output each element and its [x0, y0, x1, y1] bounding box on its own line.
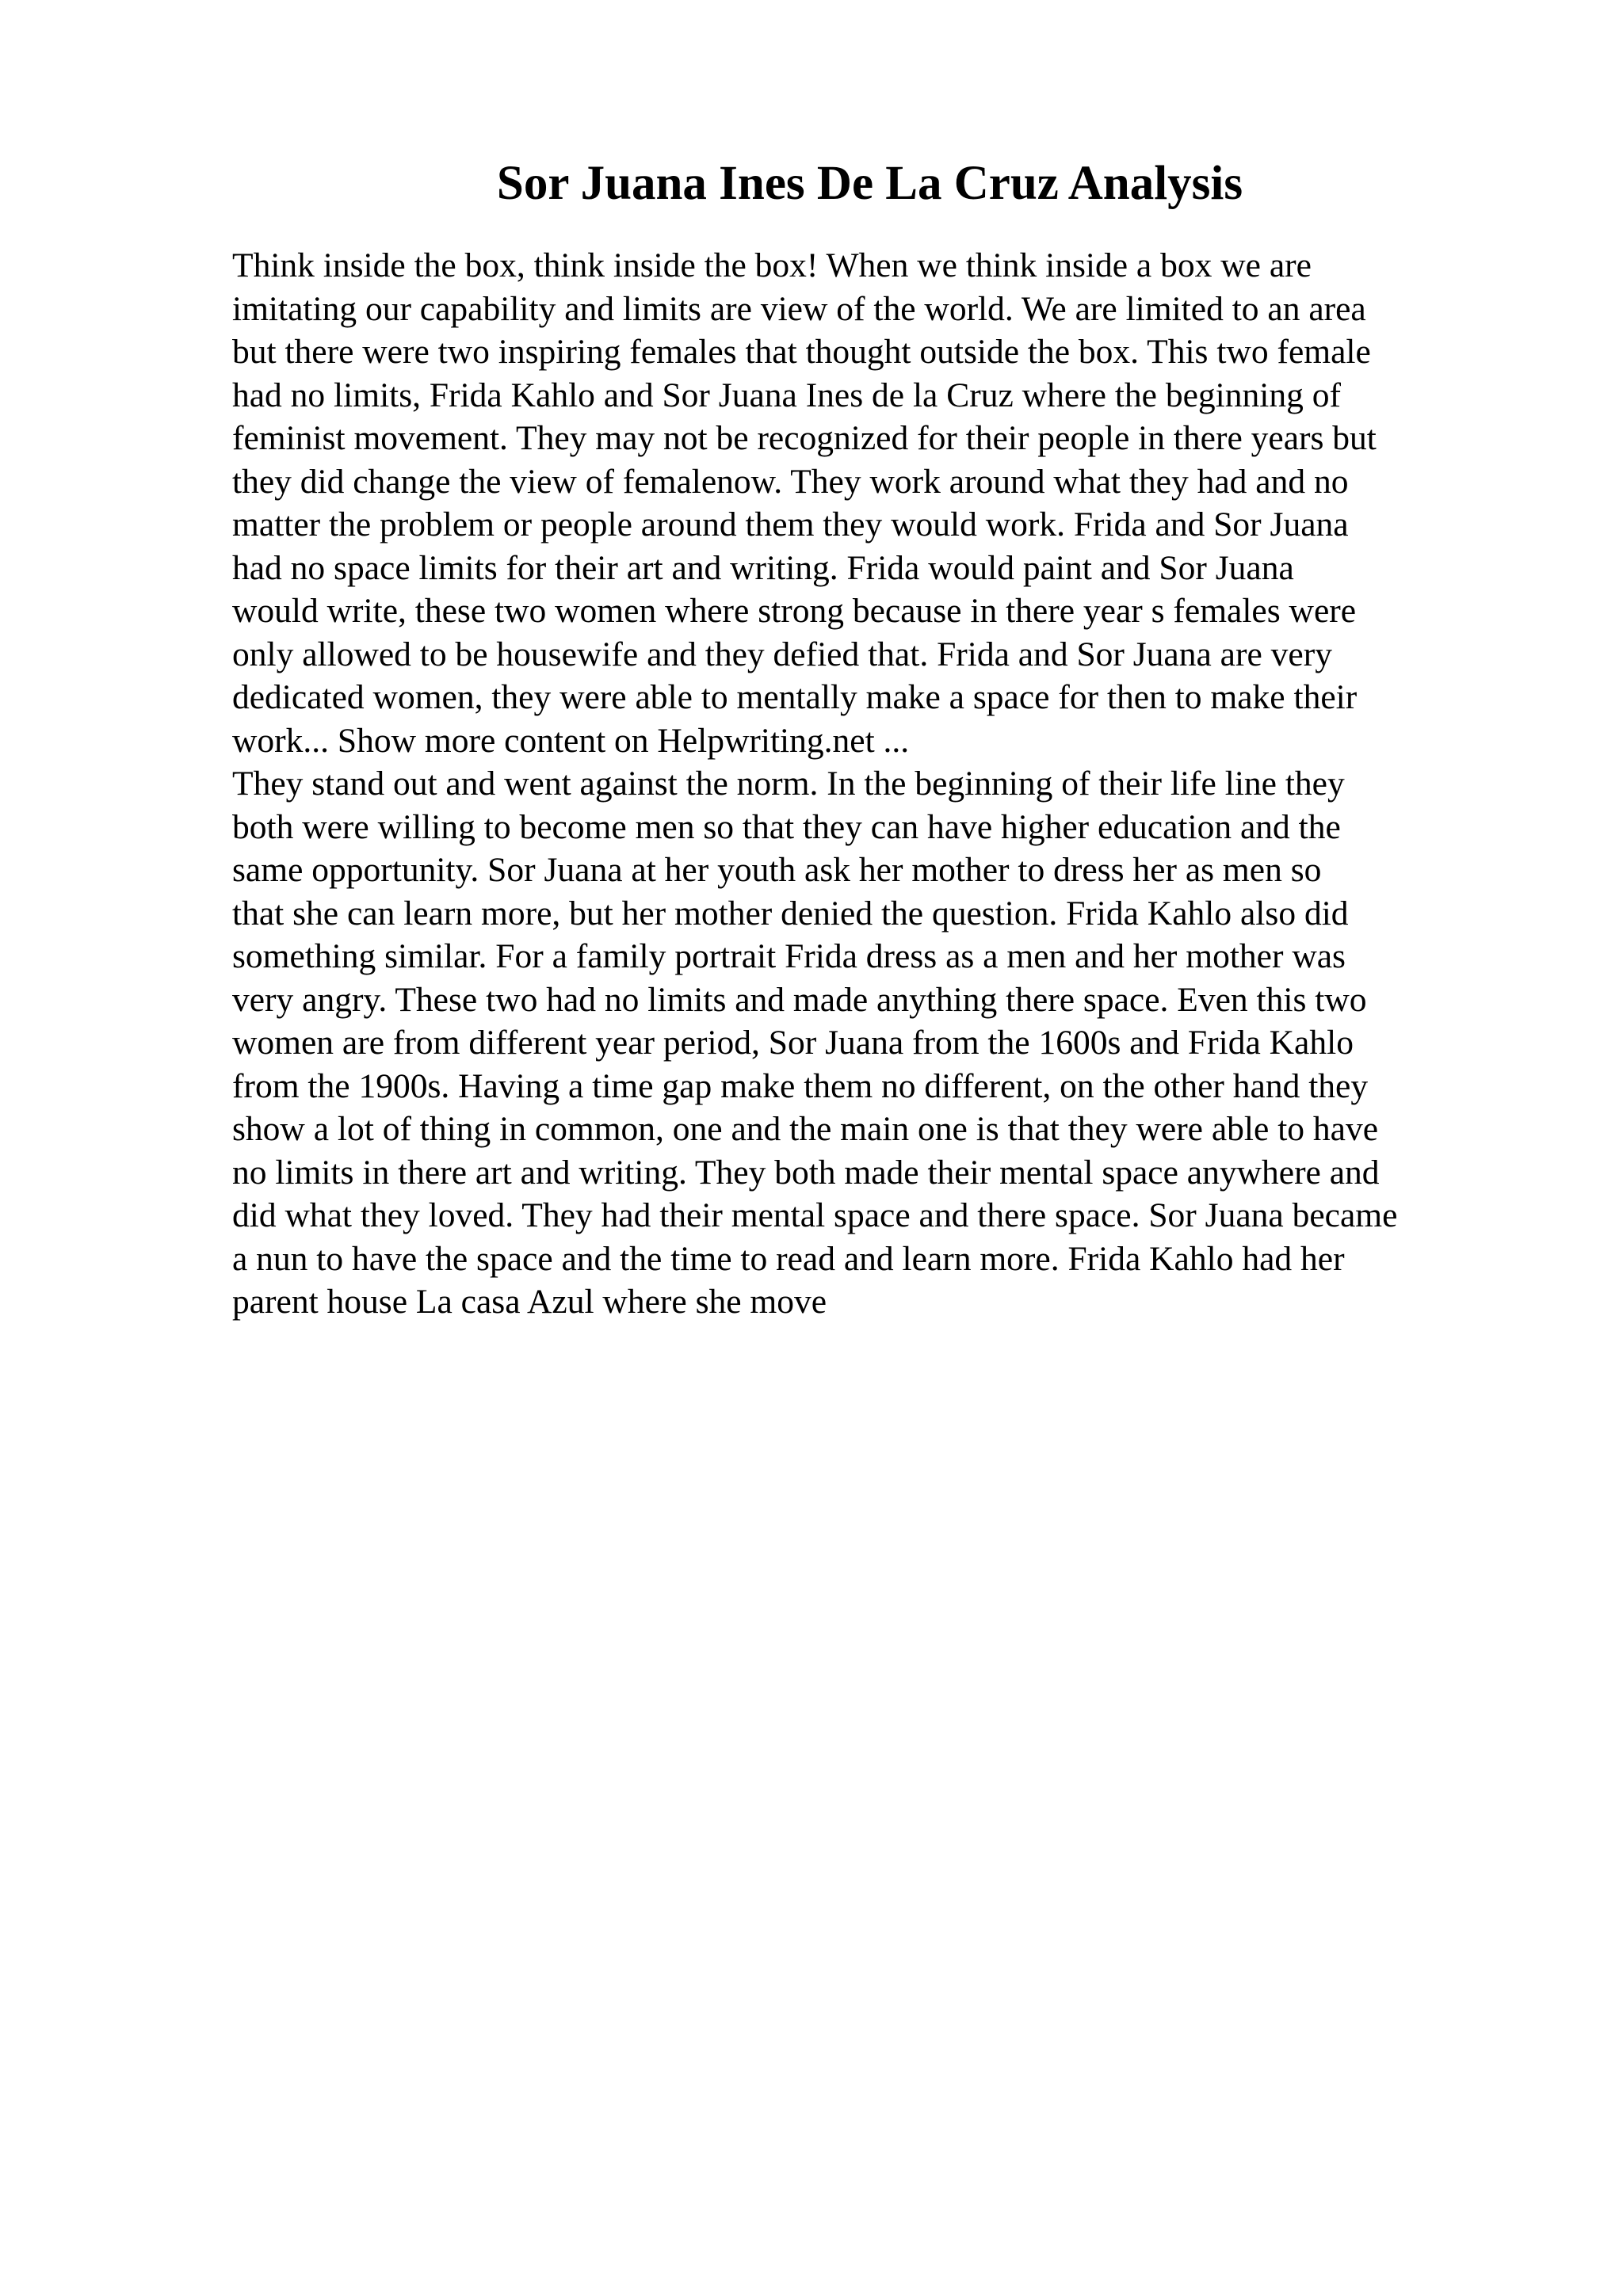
body-line: show a lot of thing in common, one and the main one is that they were able to have: [232, 1110, 1379, 1148]
body-line: that she can learn more, but her mother denied the question. Frida Kahlo also did: [232, 894, 1349, 933]
document-title: Sor Juana Ines De La Cruz Analysis: [496, 157, 1243, 210]
body-line: a nun to have the space and the time to read and learn more. Frida Kahlo had her: [232, 1239, 1345, 1278]
body-line: matter the problem or people around them they would work. Frida and Sor Juana: [232, 505, 1349, 543]
body-line: women are from different year period, Sor Juana from the 1600s and Frida Kahlo: [232, 1024, 1354, 1062]
body-line: would write, these two women where strong because in there year s females were: [232, 592, 1357, 630]
body-line: feminist movement. They may not be recognized for their people in there years but: [232, 419, 1377, 457]
body-line: work... Show more content on Helpwriting.net ...: [232, 721, 910, 760]
body-line: same opportunity. Sor Juana at her youth ask her mother to dress her as men so: [232, 851, 1322, 889]
body-line: parent house La casa Azul where she move: [232, 1283, 827, 1321]
body-line: something similar. For a family portrait Frida dress as a men and her mother was: [232, 937, 1346, 975]
body-line: dedicated women, they were able to mentally make a space for then to make their: [232, 678, 1358, 716]
body-line: did what they loved. They had their mental space and there space. Sor Juana became: [232, 1196, 1398, 1234]
body-line: had no limits, Frida Kahlo and Sor Juana Ines de la Cruz where the beginning of: [232, 376, 1341, 414]
body-line: from the 1900s. Having a time gap make them no different, on the other hand they: [232, 1066, 1369, 1105]
body-line: they did change the view of femalenow. They work around what they had and no: [232, 462, 1349, 501]
body-line: imitating our capability and limits are view of the world. We are limited to an area: [232, 289, 1366, 328]
body-line: only allowed to be housewife and they defied that. Frida and Sor Juana are very: [232, 635, 1332, 673]
body-line: very angry. These two had no limits and made anything there space. Even this two: [232, 980, 1367, 1019]
body-line: Think inside the box, think inside the box! When we think inside a box we are: [232, 246, 1312, 284]
body-line: both were willing to become men so that they can have higher education and the: [232, 807, 1341, 846]
body-line: but there were two inspiring females that thought outside the box. This two female: [232, 333, 1371, 371]
body-line: had no space limits for their art and writing. Frida would paint and Sor Juana: [232, 548, 1294, 587]
document-body: [232, 244, 1500, 1324]
body-line: They stand out and went against the norm. In the beginning of their life line they: [232, 765, 1345, 803]
body-line: no limits in there art and writing. They both made their mental space anywhere and: [232, 1153, 1380, 1192]
